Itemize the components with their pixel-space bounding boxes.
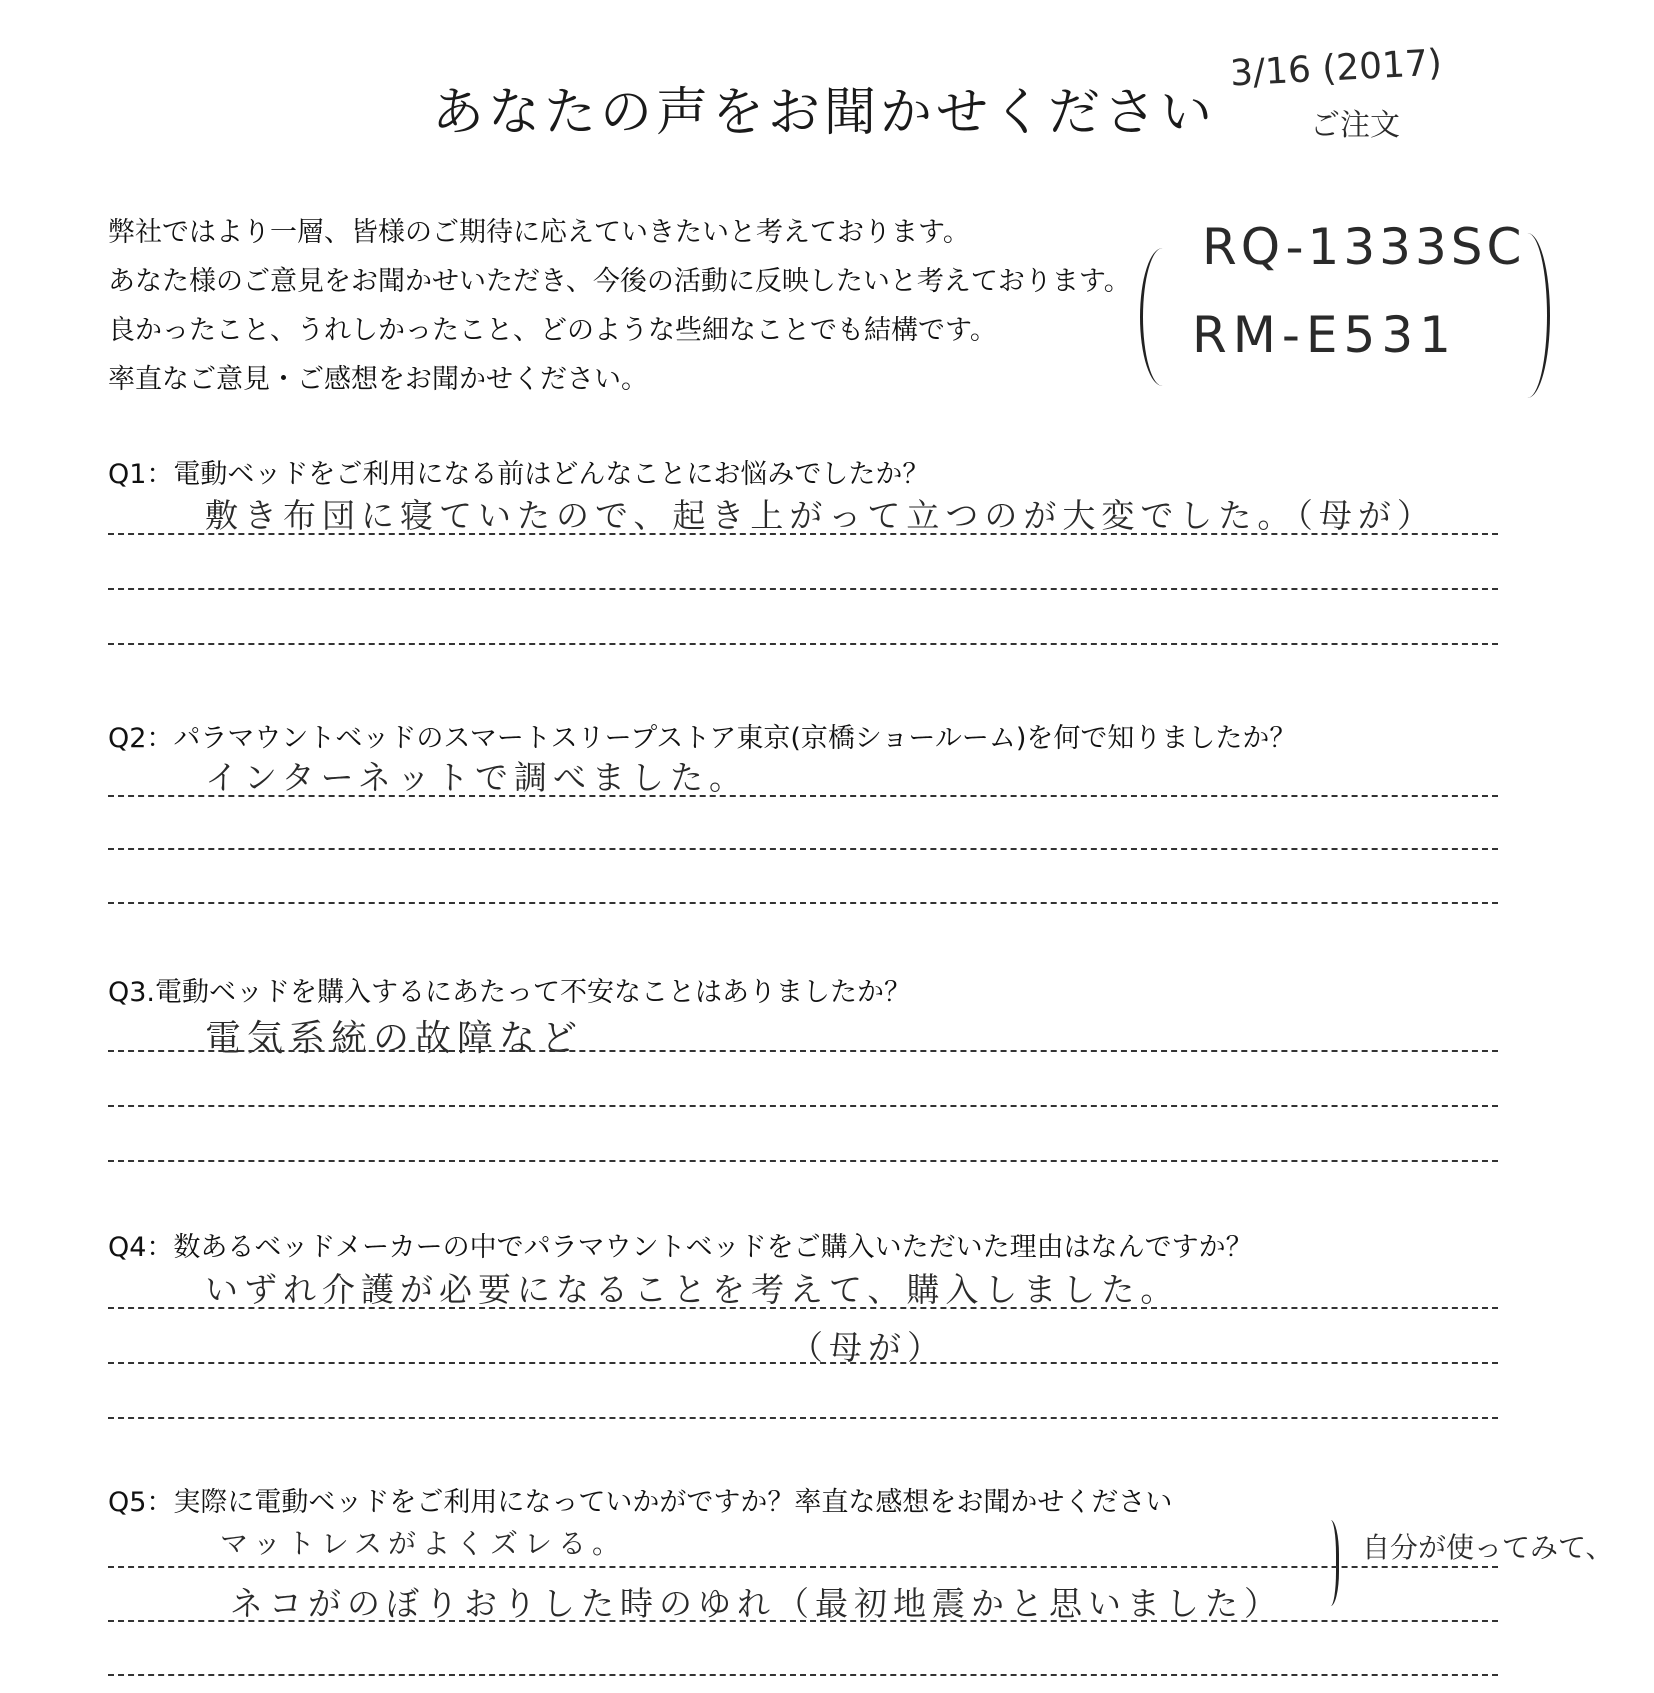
right-paren <box>1505 233 1550 398</box>
question-2-label: Q2：パラマウントベッドのスマートスリープストア東京(京橋ショールーム)を何で知りましたか？ <box>108 723 1297 754</box>
answer-line <box>108 902 1498 904</box>
answer-line <box>108 1620 1498 1622</box>
answer-line <box>108 1160 1498 1162</box>
question-1-label: Q1：電動ベッドをご利用になる前はどんなことにお悩みでしたか？ <box>108 459 930 490</box>
model-number: RQ-1333SC <box>1202 218 1526 276</box>
answer-line <box>108 643 1498 645</box>
answer-line <box>108 848 1498 850</box>
intro-line: 良かったこと、うれしかったこと、どのような些細なことでも結構です。 <box>108 315 997 346</box>
brace <box>1318 1520 1339 1606</box>
question-2-answer: インターネットで調べました。 <box>205 758 749 797</box>
intro-text <box>108 208 1131 404</box>
answer-line <box>108 1674 1498 1676</box>
answer-line <box>108 1050 1498 1052</box>
model-number: RM-E531 <box>1192 306 1457 364</box>
question-4-answer-note: （母が） <box>790 1328 946 1367</box>
answer-line <box>108 1417 1498 1419</box>
handwritten-date: 3/16 (2017) <box>1229 42 1443 95</box>
answer-line <box>108 1362 1498 1364</box>
answer-line <box>108 588 1498 590</box>
question-5-side-note: 自分が使ってみて、 <box>1362 1531 1614 1564</box>
answer-line <box>108 533 1498 535</box>
question-1-answer: 敷き布団に寝ていたので、起き上がって立つのが大変でした。（母が） <box>205 496 1436 535</box>
answer-line <box>108 1566 1498 1568</box>
answer-line <box>108 1307 1498 1309</box>
left-paren <box>1140 248 1185 386</box>
intro-line: 弊社ではより一層、皆様のご期待に応えていきたいと考えております。 <box>108 217 970 248</box>
question-5-answer: マットレスがよくズレる。 <box>220 1527 627 1560</box>
question-4-label: Q4：数あるベッドメーカーの中でパラマウントベッドをご購入いただいた理由はなんですか？ <box>108 1232 1253 1263</box>
handwritten-model-numbers <box>1140 218 1550 398</box>
question-3-answer: 電気系統の故障など <box>205 1018 584 1059</box>
intro-line: あなた様のご意見をお聞かせいただき、今後の活動に反映したいと考えております。 <box>108 266 1131 297</box>
handwritten-order-note: ご注文 <box>1310 108 1400 143</box>
question-5-label: Q5：実際に電動ベッドをご利用になっていかがですか？率直な感想をお聞かせください <box>108 1487 1173 1518</box>
question-5-answer-2: ネコがのぼりおりした時のゆれ（最初地震かと思いました） <box>230 1584 1283 1623</box>
answer-line <box>108 1105 1498 1107</box>
question-4-answer: いずれ介護が必要になることを考えて、購入しました。 <box>205 1270 1180 1309</box>
intro-line: 率直なご意見・ご感想をお聞かせください。 <box>108 364 648 395</box>
question-3-label: Q3.電動ベッドを購入するにあたって不安なことはありましたか？ <box>108 977 912 1008</box>
page-title: あなたの声をお聞かせください <box>432 83 1217 143</box>
answer-line <box>108 795 1498 797</box>
